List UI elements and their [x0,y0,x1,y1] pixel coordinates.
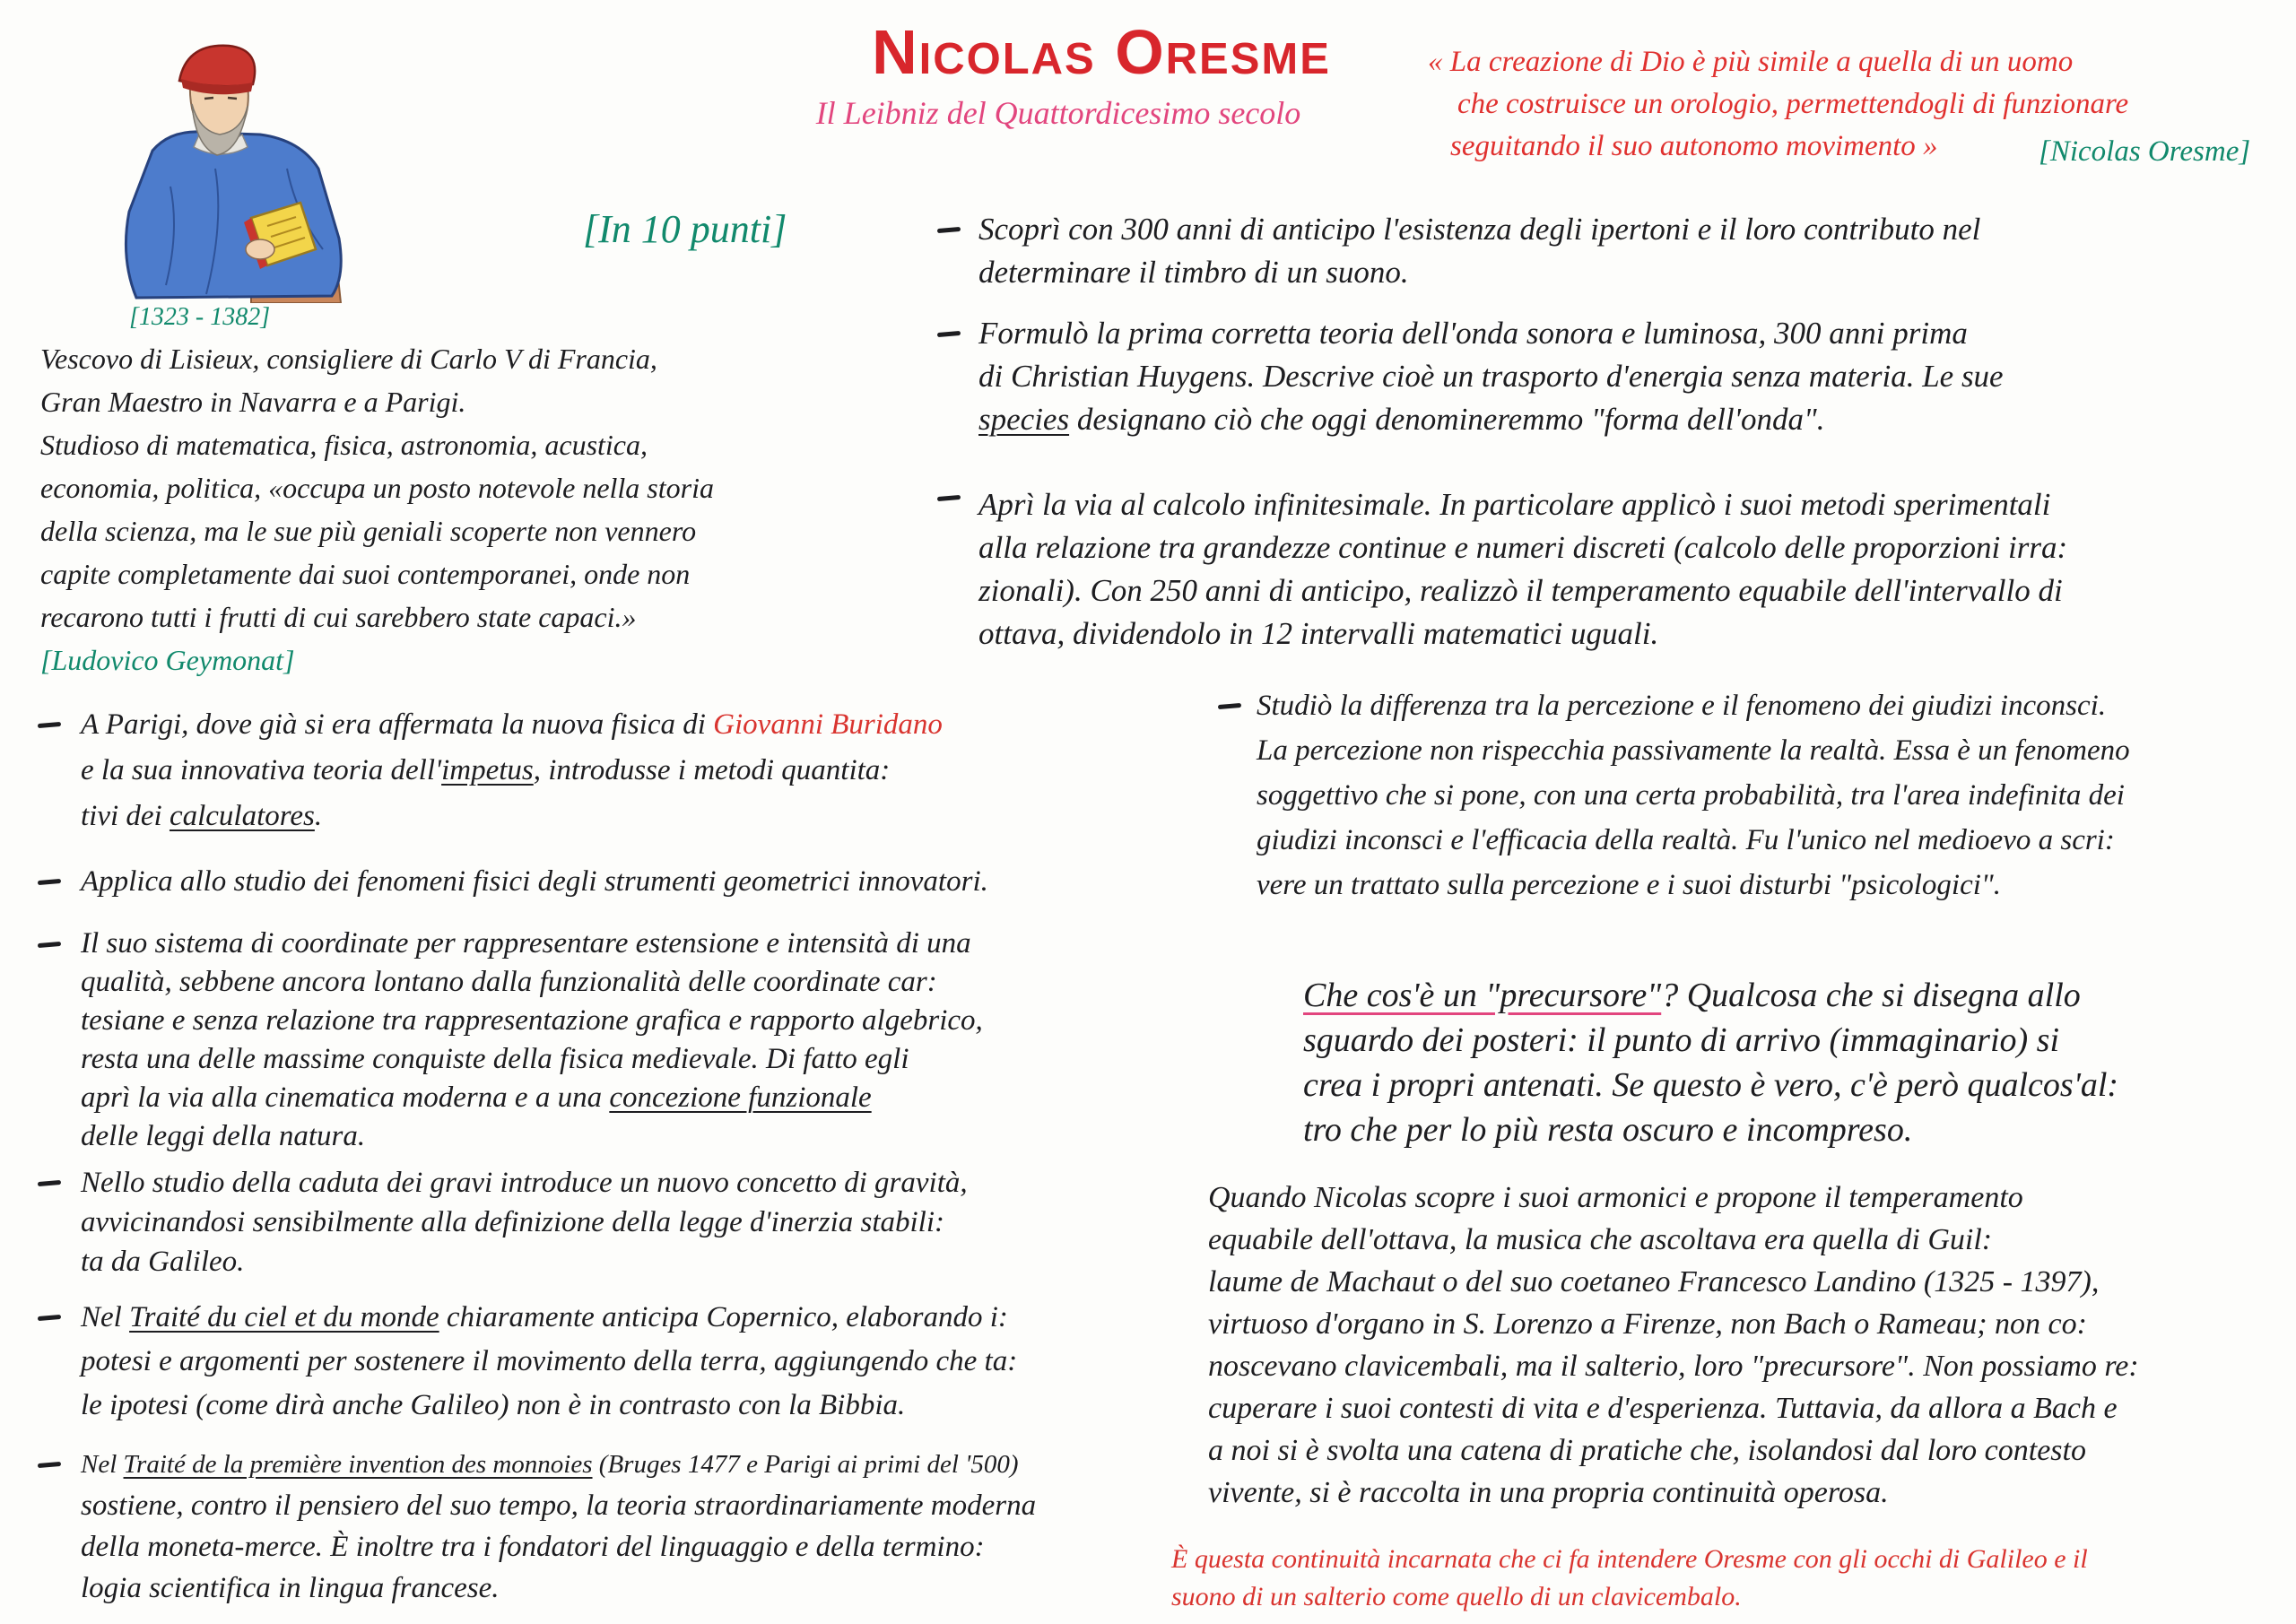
point-geometry [81,859,988,904]
text-line: Formulò la prima corretta teoria dell'onda sonora e luminosa, 300 anni prima [978,316,1968,351]
underlined-term: concezione funzionale [609,1081,872,1114]
underlined-term: impetus [441,754,534,786]
text-line: della scienza, ma le sue più geniali scoperte non vennero [40,515,697,547]
text-line: vere un trattato sulla percezione e i suoi disturbi "psicologici". [1257,869,2002,901]
text-line: laume de Machaut o del suo coetaneo Francesco Landino (1325 - 1397), [1208,1265,2100,1298]
text-line: Applica allo studio dei fenomeni fisici degli strumenti geometrici innovatori. [81,865,988,898]
text-line: ottava, dividendolo in 12 intervalli matematici uguali. [978,616,1659,651]
text-line: soggettivo che si pone, con una certa probabilità, tra l'area indefinita dei [1257,779,2125,812]
text-line: giudizi inconsci e l'efficacia della realtà. Fu l'unico nel medioevo a scri: [1257,824,2115,856]
underlined-term: species [978,402,1070,437]
quote-line: seguitando il suo autonomo movimento » [1450,130,1938,162]
text-line [81,1079,983,1117]
intro-source: [Ludovico Geymonat] [40,644,295,676]
bullet-dash [38,1462,61,1468]
text-line [81,702,943,748]
underlined-term: calculatores [169,800,315,832]
precursor-paragraph [1303,973,2118,1152]
text-line: sostiene, contro il pensiero del suo tempo, la teoria straordinariamente moderna [81,1489,1037,1522]
text-line: virtuoso d'organo in S. Lorenzo a Firenze, non Bach o Rameau; non co: [1208,1307,2087,1341]
bullet-dash [937,331,961,337]
text-line: qualità, sebbene ancora lontano dalla funzionalità delle coordinate car: [81,966,937,998]
point-infinitesimal [978,483,2067,656]
bullet-dash [38,879,61,885]
point-coordinates [81,925,983,1156]
text-line: economia, politica, «occupa un posto notevole nella storia [40,472,714,504]
text-line: noscevano clavicembali, ma il salterio, loro "precursore". Non possiamo re: [1208,1350,2139,1383]
text-segment: aprì la via alla cinematica moderna e a una [81,1081,610,1114]
quote-line: che costruisce un orologio, permettendogli di funzionare [1457,88,2129,120]
page-title: Nicolas Oresme [872,17,1331,87]
text-line: suono di un salterio come quello di un clavicembalo. [1171,1582,1742,1611]
point-wave-theory [978,312,2004,441]
text-line: Gran Maestro in Navarra e a Parigi. [40,386,466,418]
text-line [1303,973,2118,1018]
oresme-quote [1428,41,2128,168]
text-line: cuperare i suoi contesti di vita e d'esperienza. Tuttavia, da allora a Bach e [1208,1392,2118,1425]
text-line: La percezione non rispecchia passivamente la realtà. Essa è un fenomeno [1257,734,2130,767]
text-line: Scoprì con 300 anni di anticipo l'esistenza degli ipertoni e il loro contributo nel [978,212,1981,247]
text-line: Studioso di matematica, fisica, astronomia, acustica, [40,429,648,461]
text-line [81,1296,1017,1340]
text-line: recarono tutti i frutti di cui sarebbero state capaci.» [40,601,637,633]
quote-author: [Nicolas Oresme] [2039,135,2251,168]
blue-robe [126,132,341,298]
underlined-title: Traité de la première invention des monnoies [123,1450,593,1479]
text-line: vivente, si è raccolta in una propria continuità operosa. [1208,1476,1889,1509]
underlined-question: Che cos'è un "precursore" [1303,977,1662,1014]
text-line: È questa continuità incarnata che ci fa intendere Oresme con gli occhi di Galileo e il [1171,1544,2088,1574]
text-line [81,794,943,839]
point-copernicus [81,1296,1017,1428]
bullet-dash [38,1315,61,1321]
text-line: le ipotesi (come dirà anche Galileo) non è in contrasto con la Bibbia. [81,1389,906,1421]
text-line: Il suo sistema di coordinate per rappresentare estensione e intensità di una [81,927,971,960]
point-overtones [978,208,1980,294]
text-segment: , introdusse i metodi quantita: [533,754,891,786]
text-line: Vescovo di Lisieux, consigliere di Carlo V di Francia, [40,343,657,375]
text-segment: designano ciò che oggi denomineremmo "forma dell'onda". [1069,402,1825,437]
text-segment: . [314,800,323,832]
bullet-dash [38,942,61,948]
bullet-dash [1218,703,1241,709]
text-line [978,398,2004,441]
text-segment: Nel [81,1450,124,1479]
text-segment: Nel [81,1301,130,1333]
text-line: a noi si è svolta una catena di pratiche che, isolandosi dal loro contesto [1208,1434,2086,1467]
text-line: resta una delle massime conquiste della fisica medievale. Di fatto egli [81,1043,909,1075]
oresme-portrait [117,34,359,303]
life-dates: [1323 - 1382] [129,303,271,331]
text-line: crea i propri antenati. Se questo è vero, c'è però qualcos'al: [1303,1066,2119,1104]
text-line: della moneta-merce. È inoltre tra i fondatori del linguaggio e della termino: [81,1531,985,1563]
quote-line: « La creazione di Dio è più simile a quella di un uomo [1428,46,2074,78]
points-label: [In 10 punti] [583,207,787,251]
text-line [81,748,943,794]
underlined-title: Traité du ciel et du monde [129,1301,439,1333]
bullet-dash [38,1180,61,1186]
text-segment: tivi dei [81,800,170,832]
text-line: Quando Nicolas scopre i suoi armonici e propone il temperamento [1208,1181,2023,1214]
text-line: zionali). Con 250 anni di anticipo, realizzò il temperamento equabile dell'intervallo di [978,573,2063,608]
bullet-dash [937,495,961,501]
text-line: Nello studio della caduta dei gravi introduce un nuovo concetto di gravità, [81,1167,968,1199]
hand [246,239,274,259]
point-money [81,1444,1036,1609]
text-line: alla relazione tra grandezze continue e numeri discreti (calcolo delle proporzioni irra: [978,530,2068,565]
bullet-dash [38,722,61,728]
text-segment: A Parigi, dove già si era affermata la nuova fisica di [81,708,714,741]
text-line: sguardo dei posteri: il punto di arrivo (immaginario) si [1303,1021,2060,1059]
text-segment: (Bruges 1477 e Parigi ai primi del '500) [592,1450,1019,1479]
text-line: logia scientifica in lingua francese. [81,1572,500,1604]
text-line: delle leggi della natura. [81,1120,366,1152]
point-paris [81,702,943,839]
text-line: determinare il timbro di un suono. [978,255,1409,290]
text-line: Studiò la differenza tra la percezione e il fenomeno dei giudizi inconsci. [1257,690,2107,722]
point-perception [1257,683,2130,908]
point-gravity [81,1163,968,1281]
text-line: tesiane e senza relazione tra rappresentazione grafica e rapporto algebrico, [81,1004,983,1037]
text-line: equabile dell'ottava, la musica che ascoltava era quella di Guil: [1208,1223,1993,1256]
intro-paragraph [40,337,714,682]
text-line: capite completamente dai suoi contemporanei, onde non [40,558,691,590]
conclusion-paragraph [1171,1541,2088,1616]
text-segment: ? Qualcosa che si disegna allo [1661,977,2081,1014]
bullet-dash [937,227,961,233]
page-subtitle: Il Leibniz del Quattordicesimo secolo [815,95,1301,131]
music-paragraph [1208,1177,2139,1514]
text-line [81,1444,1036,1485]
text-line: Aprì la via al calcolo infinitesimale. In particolare applicò i suoi metodi sperimentali [978,487,2051,522]
highlighted-name: Giovanni Buridano [713,708,943,741]
text-segment: e la sua innovativa teoria dell' [81,754,442,786]
text-line: ta da Galileo. [81,1246,245,1278]
text-line: avvicinandosi sensibilmente alla definizione della legge d'inerzia stabili: [81,1206,944,1238]
text-line: potesi e argomenti per sostenere il movimento della terra, aggiungendo che ta: [81,1345,1018,1377]
text-line: di Christian Huygens. Descrive cioè un trasporto d'energia senza materia. Le sue [978,359,2004,394]
text-segment: chiaramente anticipa Copernico, elaborando i: [439,1301,1008,1333]
red-cap [179,46,255,86]
text-line: tro che per lo più resta oscuro e incompreso. [1303,1111,1913,1149]
